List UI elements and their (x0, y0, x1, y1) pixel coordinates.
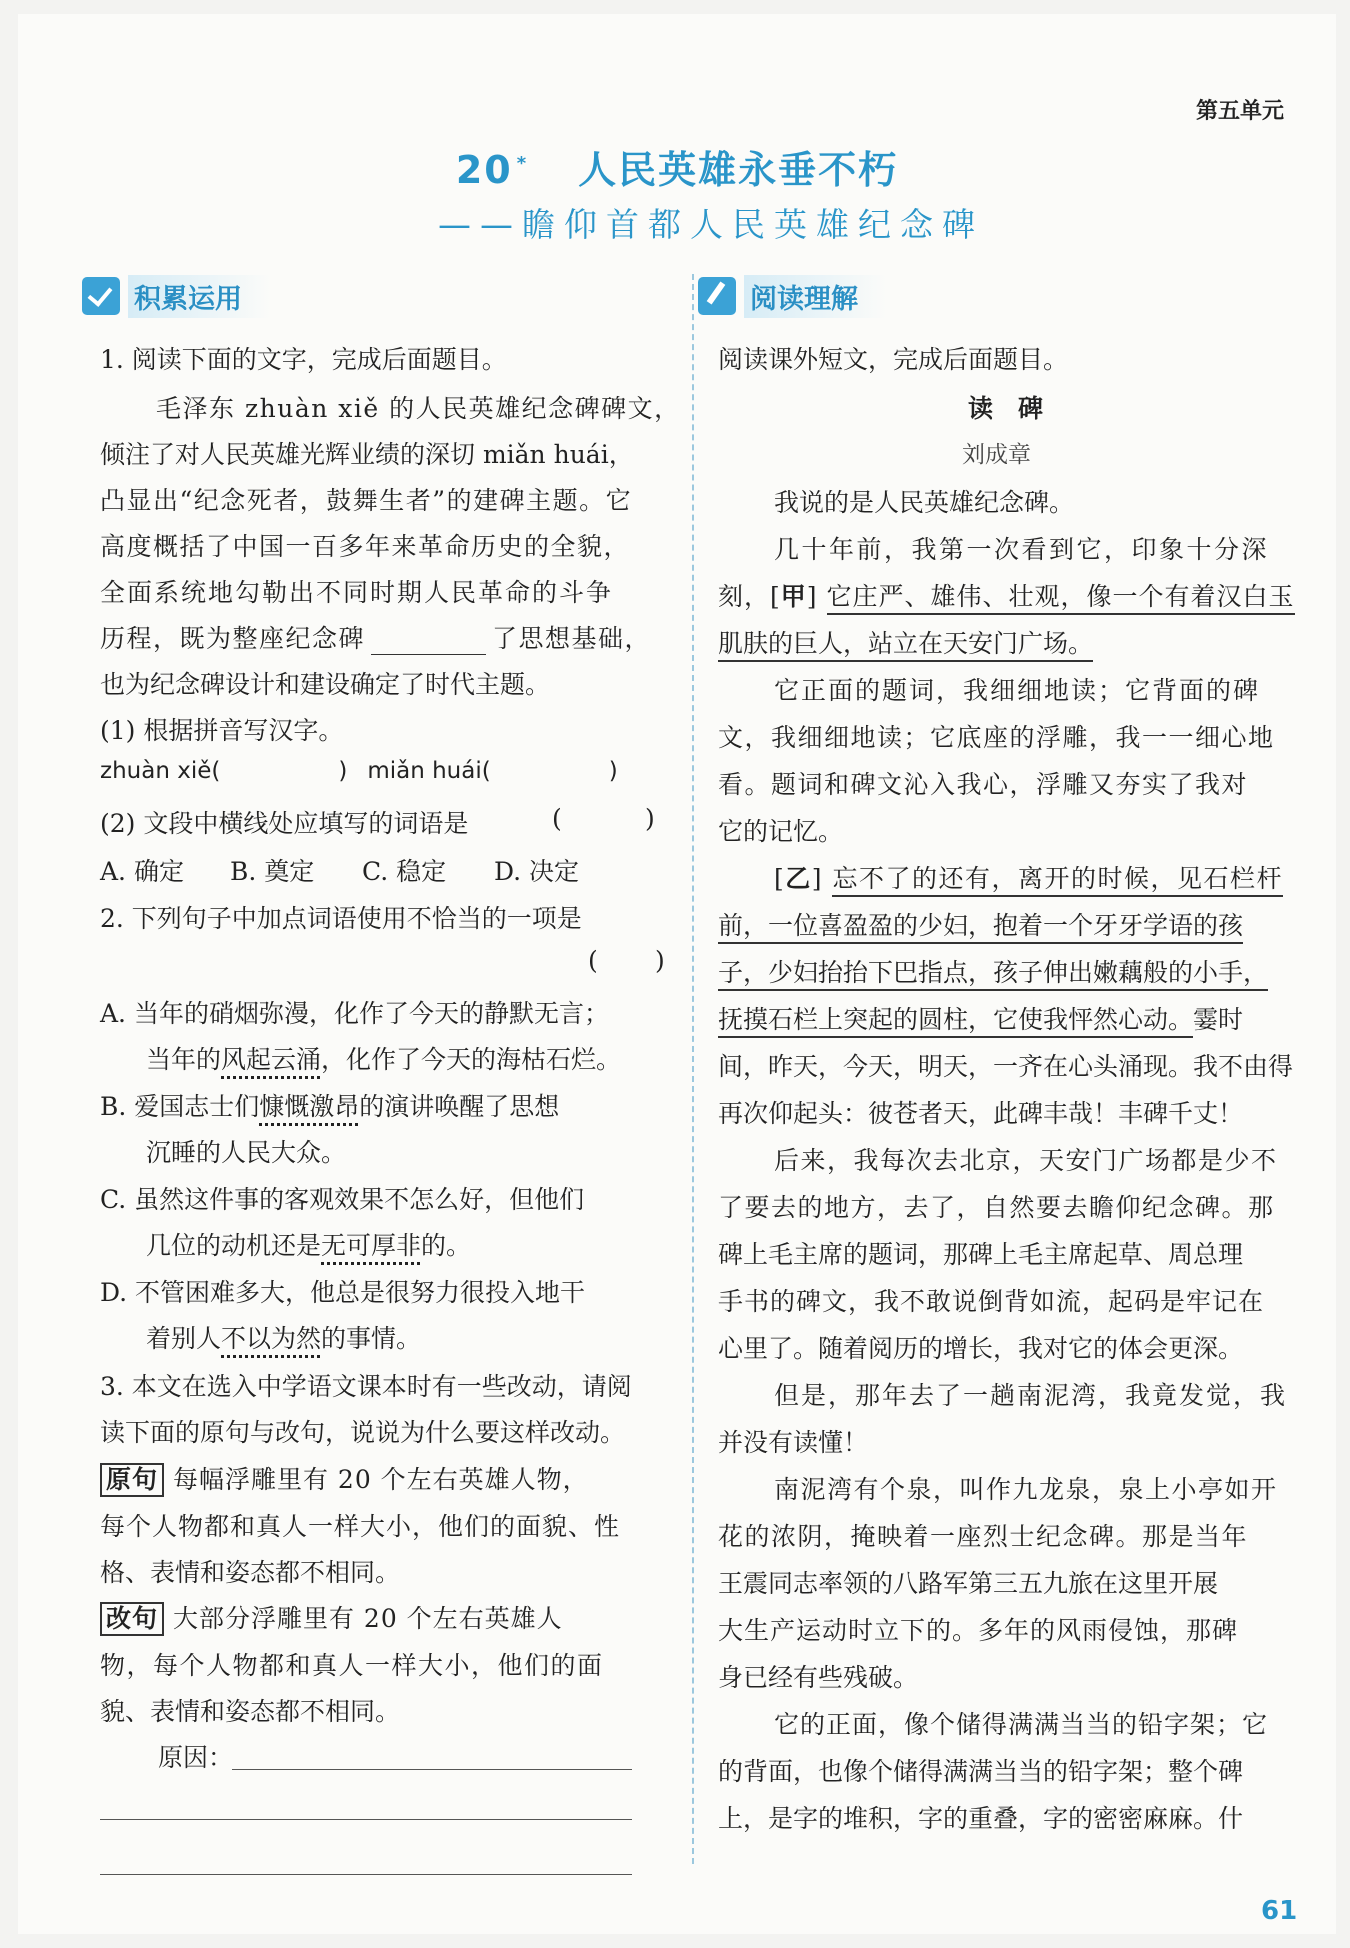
answer-line[interactable] (100, 1874, 632, 1875)
option-c[interactable]: C. 稳定 (362, 857, 447, 886)
article-line: 但是，那年去了一趟南泥湾，我竟发觉，我 (774, 1381, 1288, 1410)
option-text: 的。 (421, 1231, 472, 1260)
option-c-cont (146, 1226, 471, 1262)
original-tag: 原句 (100, 1463, 164, 1497)
passage-text: 了思想基础， (492, 624, 652, 653)
article-text: 霎时 (1193, 1005, 1244, 1034)
passage-line: 凸显出“纪念死者，鼓舞生者”的建碑主题。它 (100, 486, 633, 515)
option-text: 的演讲唤醒了思想 (359, 1092, 560, 1121)
underlined-text: 肌肤的巨人，站立在天安门广场。 (718, 629, 1093, 662)
section-label-reading: 阅读理解 (744, 275, 886, 318)
revised-sentence (100, 1599, 563, 1636)
answer-line[interactable] (232, 1769, 632, 1770)
paren: ) (338, 758, 348, 784)
option-text: ，化作了今天的海枯石烂。 (321, 1045, 622, 1074)
paren-close: ) (645, 804, 655, 833)
article-line: 并没有读懂！ (718, 1428, 869, 1457)
option-d[interactable]: D. 决定 (494, 857, 580, 886)
reason-label: 原因： (158, 1743, 234, 1772)
answer-line[interactable] (100, 1819, 632, 1820)
article-line: 几十年前，我第一次看到它，印象十分深 (774, 535, 1270, 564)
article-line: [乙] 忘不了的还有，离开的时候，见石栏杆 (774, 859, 1283, 895)
option-b[interactable] (100, 1087, 559, 1123)
sub-question-2: (2) 文段中横线处应填写的词语是 (100, 809, 469, 838)
lesson-number (456, 148, 528, 192)
page-number: 61 (1261, 1896, 1298, 1926)
question-3-stem: 读下面的原句与改句，说说为什么要这样改动。 (100, 1418, 626, 1447)
article-line: 王震同志率领的八路军第三五九旅在这里开展 (718, 1569, 1219, 1598)
article-line (718, 906, 1243, 942)
option-b-cont: 沉睡的人民大众。 (146, 1138, 347, 1167)
option-b[interactable]: B. 奠定 (230, 857, 315, 886)
question-3-stem: 3. 本文在选入中学语文课本时有一些改动，请阅 (100, 1372, 632, 1401)
article-line: 大生产运动时立下的。多年的风雨侵蚀，那碑 (718, 1616, 1239, 1645)
lesson-number-text: 20 (455, 148, 513, 192)
sentence-line: 物，每个人物都和真人一样大小，他们的面 (100, 1651, 604, 1680)
paren: ) (608, 758, 618, 784)
article-line: 它的记忆。 (718, 817, 844, 846)
sentence-line: 格、表情和姿态都不相同。 (100, 1558, 401, 1587)
article-line (718, 1000, 1243, 1036)
lesson-mark: * (516, 153, 529, 175)
reading-instruction: 阅读课外短文，完成后面题目。 (718, 345, 1069, 374)
option-text: 当年的 (146, 1045, 222, 1074)
article-line: 文，我细细地读；它底座的浮雕，我一一细心地 (718, 723, 1275, 752)
option-text: 几位的动机还是 (146, 1231, 322, 1260)
paren-open: ( (552, 804, 562, 833)
underlined-text: 前，一位喜盈盈的少妇，抱着一个牙牙学语的孩 (718, 911, 1243, 944)
article-line: 的背面，也像个储得满满当当的铅字架；整个碑 (718, 1757, 1244, 1786)
sentence-line: 每个人物都和真人一样大小，他们的面貌、性 (100, 1512, 621, 1541)
passage-line (100, 619, 651, 655)
article-line: 花的浓阴，掩映着一座烈士纪念碑。那是当年 (718, 1522, 1249, 1551)
article-title: 读 碑 (968, 394, 1044, 423)
underlined-text: 忘不了的还有，离开的时候，见石栏杆 (832, 864, 1283, 897)
article-line: 刻，[甲] 它庄严、雄伟、壮观，像一个有着汉白玉 (718, 577, 1295, 613)
passage-text: 历程，既为整座纪念碑 (100, 624, 366, 653)
dotted-word: 不以为然 (221, 1324, 322, 1353)
pencil-icon (698, 277, 736, 315)
article-text: 刻， (718, 582, 771, 611)
article-line: 看。题词和碑文沁入我心，浮雕又夯实了我对 (718, 770, 1249, 799)
option-a[interactable]: A. 当年的硝烟弥漫，化作了今天的静默无言； (100, 999, 609, 1028)
section-head-accumulate (82, 275, 270, 317)
article-line: 身已经有些残破。 (718, 1663, 919, 1692)
article-line: 了要去的地方，去了，自然要去瞻仰纪念碑。那 (718, 1193, 1275, 1222)
pinyin-answer-line (100, 758, 618, 784)
article-line: 南泥湾有个泉，叫作九龙泉，泉上小亭如开 (774, 1475, 1278, 1504)
pinyin-label: miǎn huái( (367, 758, 491, 784)
dotted-word: 风起云涌 (221, 1045, 322, 1074)
option-c[interactable]: C. 虽然这件事的客观效果不怎么好，但他们 (100, 1185, 585, 1214)
article-line: 手书的碑文，我不敢说倒背如流，起码是牢记在 (718, 1287, 1265, 1316)
marker-jia: 甲 (780, 582, 807, 611)
lesson-title-text: 人民英雄永垂不朽 (578, 148, 899, 192)
passage-line: 毛泽东 zhuàn xiě 的人民英雄纪念碑碑文， (156, 394, 681, 423)
section-label-accumulate: 积累运用 (128, 275, 270, 318)
column-divider (692, 274, 694, 1864)
marker-yi: 乙 (785, 864, 812, 893)
article-line: 上，是字的堆积，字的重叠，字的密密麻麻。什 (718, 1804, 1244, 1833)
revised-tag: 改句 (100, 1602, 164, 1636)
unit-label: 第五单元 (1196, 99, 1285, 124)
sentence-text: 每幅浮雕里有 20 个左右英雄人物， (172, 1465, 589, 1494)
option-text: 着别人 (146, 1324, 222, 1353)
page (18, 14, 1336, 1934)
passage-line: 也为纪念碑设计和建设确定了时代主题。 (100, 670, 551, 699)
article-line (718, 953, 1268, 989)
pinyin-label: zhuàn xiě( (100, 758, 221, 784)
article-line: 它正面的题词，我细细地读；它背面的碑 (774, 676, 1261, 705)
article-line: 后来，我每次去北京，天安门广场都是少不 (774, 1146, 1278, 1175)
answer-blank[interactable] (371, 630, 486, 655)
option-d-cont (146, 1319, 421, 1355)
article-line: 我说的是人民英雄纪念碑。 (774, 488, 1075, 517)
option-text: 的事情。 (321, 1324, 422, 1353)
article-line: 碑上毛主席的题词，那碑上毛主席起草、周总理 (718, 1240, 1244, 1269)
original-sentence (100, 1460, 589, 1497)
article-line: 间，昨天，今天，明天，一齐在心头涌现。我不由得 (718, 1052, 1294, 1081)
sub-question-1: (1) 根据拼音写汉字。 (100, 716, 344, 745)
underlined-text: 子，少妇抬抬下巴指点，孩子伸出嫩藕般的小手， (718, 958, 1268, 991)
passage-line: 全面系统地勾勒出不同时期人民革命的斗争 (100, 578, 614, 607)
dotted-word: 无可厚非 (321, 1231, 422, 1260)
underlined-text: 它庄严、雄伟、壮观，像一个有着汉白玉 (827, 582, 1295, 615)
question-2-stem: 2. 下列句子中加点词语使用不恰当的一项是 (100, 904, 582, 933)
option-text: B. 爱国志士们 (100, 1092, 260, 1121)
dotted-word: 慷慨激昂 (259, 1092, 360, 1121)
paren-close: ) (655, 946, 665, 975)
section-head-reading (698, 275, 886, 317)
checkbox-icon (82, 277, 120, 315)
sentence-text: 大部分浮雕里有 20 个左右英雄人 (172, 1604, 563, 1633)
article-line: 心里了。随着阅历的增长，我对它的体会更深。 (718, 1334, 1244, 1363)
lesson-title (18, 139, 1336, 194)
option-a[interactable]: A. 确定 (100, 857, 184, 886)
passage-line: 倾注了对人民英雄光辉业绩的深切 miǎn huái， (100, 440, 634, 469)
option-a-cont (146, 1040, 621, 1076)
paren-open: ( (588, 946, 598, 975)
article-line: 它的正面，像个储得满满当当的铅字架；它 (774, 1710, 1269, 1739)
article-author: 刘成章 (962, 442, 1031, 468)
passage-line: 高度概括了中国一百多年来革命历史的全貌， (100, 532, 631, 561)
article-line: 再次仰起头：彼苍者天，此碑丰哉！丰碑千丈！ (718, 1099, 1244, 1128)
underlined-text: 抚摸石栏上突起的圆柱，它使我怦然心动。 (718, 1005, 1193, 1038)
option-d[interactable]: D. 不管困难多大，他总是很努力很投入地干 (100, 1278, 586, 1307)
article-line (718, 624, 1093, 660)
question-1-stem: 1. 阅读下面的文字，完成后面题目。 (100, 345, 507, 374)
sentence-line: 貌、表情和姿态都不相同。 (100, 1697, 401, 1726)
lesson-subtitle: ——瞻仰首都人民英雄纪念碑 (438, 205, 984, 244)
